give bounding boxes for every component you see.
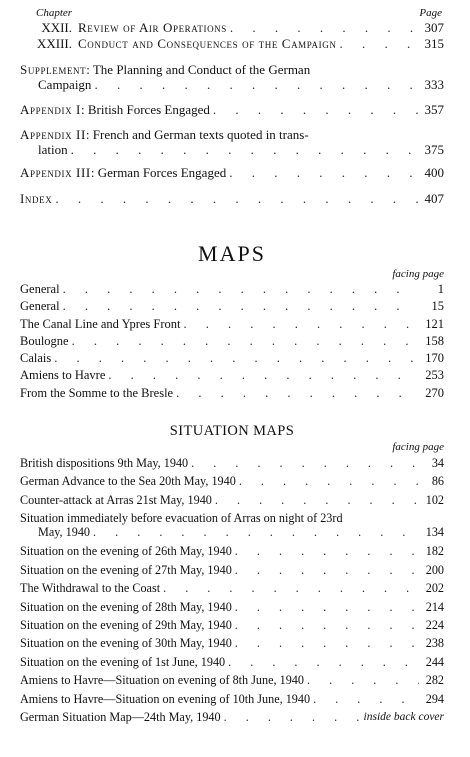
map-entry[interactable] <box>20 298 444 315</box>
dot-leader <box>307 671 419 689</box>
chapter-list <box>20 20 444 207</box>
map-title: The Withdrawal to the Coast <box>20 581 161 596</box>
chapter-title: Review of Air Operations <box>78 20 227 35</box>
appendix-title: : British Forces Engaged <box>80 102 210 117</box>
dot-leader <box>215 491 419 509</box>
page-number: 407 <box>424 191 444 206</box>
situation-map-entry[interactable] <box>20 598 444 616</box>
dot-leader <box>239 472 419 490</box>
dot-leader <box>228 653 419 671</box>
page-number: 134 <box>425 525 444 540</box>
map-title: Situation on the evening of 28th May, 1940 <box>20 599 232 614</box>
map-title: Calais <box>20 351 52 366</box>
situation-map-entry[interactable] <box>20 616 444 634</box>
page-number: 182 <box>425 544 444 559</box>
dot-leader <box>191 454 419 472</box>
map-entry[interactable] <box>20 281 444 298</box>
page-number: 158 <box>425 333 444 348</box>
dot-leader <box>213 102 419 118</box>
facing-page-label: facing page <box>392 268 444 280</box>
map-entry[interactable] <box>20 385 444 402</box>
situation-maps-heading: SITUATION MAPS <box>169 423 295 440</box>
supplement-entry[interactable] <box>20 62 444 92</box>
map-title: From the Somme to the Bresle <box>20 385 174 400</box>
dot-leader <box>235 561 419 579</box>
map-entry[interactable] <box>20 316 444 333</box>
page-number: 224 <box>425 617 444 632</box>
appendix-title: : German Forces Engaged <box>90 165 227 180</box>
map-title: Amiens to Havre—Situation on evening of 8th June, 1940 <box>20 673 304 688</box>
supplement-title-line1: : The Planning and Conduct of the German <box>86 62 311 77</box>
page-number: 294 <box>425 691 444 706</box>
toc-entry[interactable] <box>20 36 444 52</box>
map-title: The Canal Line and Ypres Front <box>20 316 181 331</box>
map-title: Boulogne <box>20 333 69 348</box>
page-number: 253 <box>425 368 444 383</box>
page-number: inside back cover <box>363 710 444 723</box>
appendix-entry[interactable] <box>20 127 444 157</box>
page-number: 121 <box>425 316 444 331</box>
map-title: Counter-attack at Arras 21st May, 1940 <box>20 492 212 507</box>
appendix-label: Appendix III <box>20 165 91 180</box>
map-title: British dispositions 9th May, 1940 <box>20 456 189 471</box>
index-label: Index <box>20 191 53 206</box>
map-title: German Advance to the Sea 20th May, 1940 <box>20 474 236 489</box>
chapter-number: XXII. <box>41 20 72 35</box>
page-number: 307 <box>424 20 444 35</box>
page-number: 357 <box>424 102 444 117</box>
page-number: 102 <box>425 492 444 507</box>
situation-map-entry[interactable] <box>20 579 444 597</box>
dot-leader <box>235 598 419 616</box>
map-title: General <box>20 282 60 296</box>
page-number: 15 <box>431 299 444 314</box>
dot-leader <box>63 281 419 298</box>
dot-leader <box>72 333 419 350</box>
dot-leader <box>63 298 419 315</box>
dot-leader <box>94 77 419 92</box>
map-title-line1: Situation immediately before evacuation of Arras on night of 23rd <box>20 511 343 526</box>
dot-leader <box>93 525 419 539</box>
map-entry[interactable] <box>20 333 444 350</box>
dot-leader <box>313 690 419 708</box>
page-number: 1 <box>437 282 444 296</box>
index-entry[interactable] <box>20 191 444 207</box>
appendix-title-line2: lation <box>38 142 68 157</box>
page-number: 214 <box>425 599 444 614</box>
supplement-label: Supplement <box>20 62 87 77</box>
map-title: Situation on the evening of 30th May, 1940 <box>20 636 232 651</box>
situation-maps-list <box>20 454 444 726</box>
supplement-title-line2: Campaign <box>38 77 92 92</box>
dot-leader <box>71 142 419 157</box>
dot-leader <box>235 634 419 652</box>
page-number: 375 <box>424 142 444 157</box>
situation-map-entry[interactable] <box>20 708 444 726</box>
page-number: 34 <box>431 456 444 471</box>
dot-leader <box>108 367 419 384</box>
situation-map-entry[interactable] <box>20 491 444 509</box>
situation-map-entry[interactable] <box>20 472 444 490</box>
dot-leader <box>224 708 361 726</box>
dot-leader <box>163 579 419 597</box>
map-title-line2: May, 1940 <box>38 525 91 540</box>
page-number: 170 <box>425 351 444 366</box>
dot-leader <box>55 191 419 207</box>
dot-leader <box>54 350 419 367</box>
situation-map-entry[interactable] <box>20 511 444 539</box>
situation-map-entry[interactable] <box>20 653 444 671</box>
chapter-title: Conduct and Consequences of the Campaign <box>78 36 337 51</box>
situation-map-entry[interactable] <box>20 454 444 472</box>
maps-heading: MAPS <box>198 241 266 266</box>
page-number: 282 <box>425 673 444 688</box>
situation-map-entry[interactable] <box>20 690 444 708</box>
map-title: General <box>20 299 60 314</box>
page-number: 238 <box>425 636 444 651</box>
page-label: Page <box>419 7 442 19</box>
appendix-label: Appendix II <box>20 127 86 142</box>
page-number: 333 <box>424 77 444 92</box>
page-number: 400 <box>424 165 444 180</box>
map-title: Amiens to Havre <box>20 368 106 383</box>
map-title: German Situation Map—24th May, 1940 <box>20 709 221 724</box>
page-number: 200 <box>425 562 444 577</box>
map-title: Situation on the evening of 27th May, 1940 <box>20 562 232 577</box>
facing-page-label: facing page <box>392 441 444 454</box>
page-number: 270 <box>425 385 444 400</box>
situation-map-entry[interactable] <box>20 542 444 560</box>
maps-list <box>20 281 444 402</box>
page-number: 315 <box>424 36 444 51</box>
map-title: Situation on the evening of 1st June, 1940 <box>20 654 226 669</box>
dot-leader <box>230 20 419 36</box>
dot-leader <box>229 165 419 181</box>
situation-map-entry[interactable] <box>20 561 444 579</box>
page-number: 86 <box>431 474 444 489</box>
dot-leader <box>235 542 419 560</box>
map-title: Situation on the evening of 26th May, 1940 <box>20 544 232 559</box>
contents-page <box>20 6 444 726</box>
dot-leader <box>235 616 419 634</box>
appendix-label: Appendix I <box>20 102 81 117</box>
situation-map-entry[interactable] <box>20 634 444 652</box>
map-entry[interactable] <box>20 367 444 384</box>
column-header <box>20 6 444 20</box>
map-title: Amiens to Havre—Situation on evening of 10th June, 1940 <box>20 691 311 706</box>
toc-entry[interactable] <box>20 20 444 36</box>
map-entry[interactable] <box>20 350 444 367</box>
appendix-entry[interactable] <box>20 102 444 118</box>
appendix-title-line1: : French and German texts quoted in trans- <box>85 127 309 142</box>
dot-leader <box>339 36 419 52</box>
situation-map-entry[interactable] <box>20 671 444 689</box>
chapter-label: Chapter <box>36 7 73 19</box>
dot-leader <box>176 385 419 402</box>
page-number: 244 <box>425 654 444 669</box>
dot-leader <box>184 316 420 333</box>
chapter-number: XXIII. <box>36 36 72 51</box>
map-title: Situation on the evening of 29th May, 1940 <box>20 617 232 632</box>
page-number: 202 <box>425 581 444 596</box>
appendix-entry[interactable] <box>20 165 444 181</box>
